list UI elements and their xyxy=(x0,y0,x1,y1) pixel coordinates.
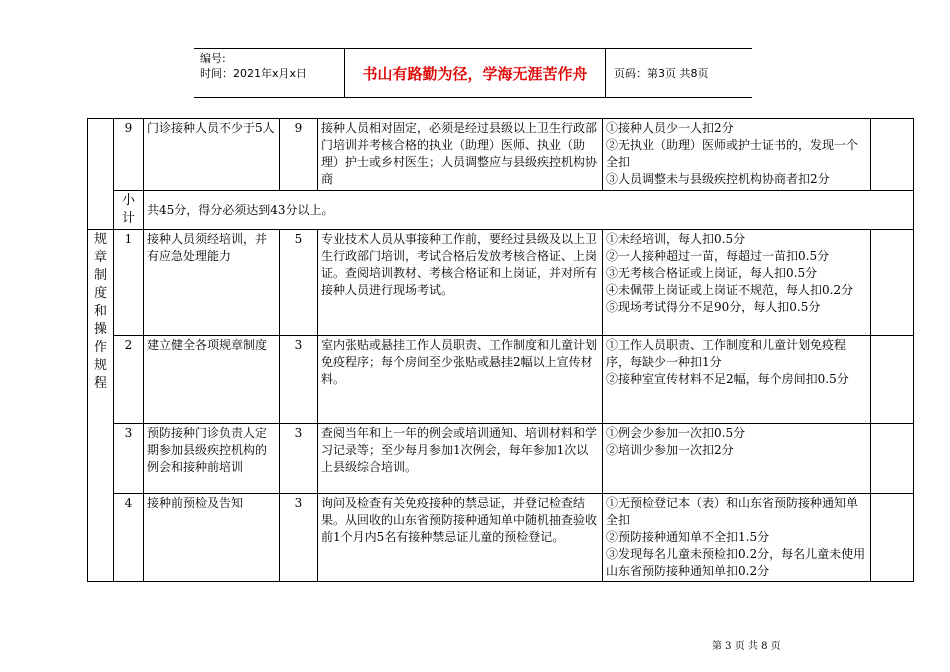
section-cell-empty xyxy=(88,119,114,230)
row-method: 接种人员相对固定，必须是经过县级以上卫生行政部门培训并考核合格的执业（助理）医师、执业（助理）护士或乡村医生；人员调整应与县级疾控机构协商 xyxy=(318,119,603,191)
row-item: 接种前预检及告知 xyxy=(144,494,280,582)
row-result xyxy=(871,494,914,582)
page-footer: 第 3 页 共 8 页 xyxy=(712,641,781,652)
row-score: 3 xyxy=(280,336,318,424)
subtotal-label: 小计 xyxy=(114,191,144,230)
row-no: 2 xyxy=(114,336,144,424)
table-row xyxy=(88,230,914,336)
table-row xyxy=(88,424,914,494)
row-item: 门诊接种人员不少于5人 xyxy=(144,119,280,191)
row-score: 9 xyxy=(280,119,318,191)
row-method: 专业技术人员从事接种工作前，要经过县级及以上卫生行政部门培训，考试合格后发放考核合格证、上岗证。查阅培训教材、考核合格证和上岗证，并对所有接种人员进行现场考试。 xyxy=(318,230,603,336)
table-row xyxy=(88,119,914,191)
table-row xyxy=(88,336,914,424)
table-row xyxy=(88,494,914,582)
row-deduct: ①接种人员少一人扣2分 ②无执业（助理）医师或护士证书的，发现一个全扣 ③人员调整未与县级疾控机构协商者扣2分 xyxy=(603,119,871,191)
row-method: 室内张贴或悬挂工作人员职责、工作制度和儿童计划免疫程序；每个房间至少张贴或悬挂2幅以上宣传材料。 xyxy=(318,336,603,424)
subtotal-text: 共45分，得分必须达到43分以上。 xyxy=(144,191,914,230)
row-deduct: ①未经培训，每人扣0.5分 ②一人接种超过一苗，每超过一苗扣0.5分 ③无考核合格证或上岗证，每人扣0.5分 ④未佩带上岗证或上岗证不规范，每人扣0.2分 ⑤现场考试得分不足90分，每人扣0.5分 xyxy=(603,230,871,336)
row-no: 3 xyxy=(114,424,144,494)
row-item: 预防接种门诊负责人定期参加县级疾控机构的例会和接种前培训 xyxy=(144,424,280,494)
row-result xyxy=(871,336,914,424)
subtotal-row xyxy=(88,191,914,230)
time-label: 时间：2021年x月x日 xyxy=(200,67,308,80)
row-no: 1 xyxy=(114,230,144,336)
row-no: 4 xyxy=(114,494,144,582)
row-result xyxy=(871,119,914,191)
row-method: 查阅当年和上一年的例会或培训通知、培训材料和学习记录等；至少每月参加1次例会，每年参加1次以上县级综合培训。 xyxy=(318,424,603,494)
page-header xyxy=(194,48,752,98)
header-meta xyxy=(194,49,345,97)
row-deduct: ①工作人员职责、工作制度和儿童计划免疫程序，每缺少一种扣1分 ②接种室宣传材料不足2幅，每个房间扣0.5分 xyxy=(603,336,871,424)
row-item: 建立健全各项规章制度 xyxy=(144,336,280,424)
row-score: 3 xyxy=(280,494,318,582)
row-no: 9 xyxy=(114,119,144,191)
motto: 书山有路勤为径，学海无涯苦作舟 xyxy=(345,49,606,97)
row-result xyxy=(871,424,914,494)
row-score: 3 xyxy=(280,424,318,494)
number-label: 编号: xyxy=(200,52,226,65)
row-score: 5 xyxy=(280,230,318,336)
section-title: 规章制度和操作规程 xyxy=(88,230,114,582)
row-deduct: ①例会少参加一次扣0.5分 ②培训少参加一次扣2分 xyxy=(603,424,871,494)
row-item: 接种人员须经培训，并有应急处理能力 xyxy=(144,230,280,336)
row-method: 询问及检查有关免疫接种的禁忌证，并登记检查结果。从回收的山东省预防接种通知单中随机抽查验收前1个月内5名有接种禁忌证儿童的预检登记。 xyxy=(318,494,603,582)
row-deduct: ①无预检登记本（表）和山东省预防接种通知单全扣 ②预防接种通知单不全扣1.5分 ③发现每名儿童未预检扣0.2分，每名儿童未使用山东省预防接种通知单扣0.2分 xyxy=(603,494,871,582)
evaluation-table xyxy=(87,118,914,582)
page-info: 页码：第3页 共8页 xyxy=(614,67,709,80)
row-result xyxy=(871,230,914,336)
